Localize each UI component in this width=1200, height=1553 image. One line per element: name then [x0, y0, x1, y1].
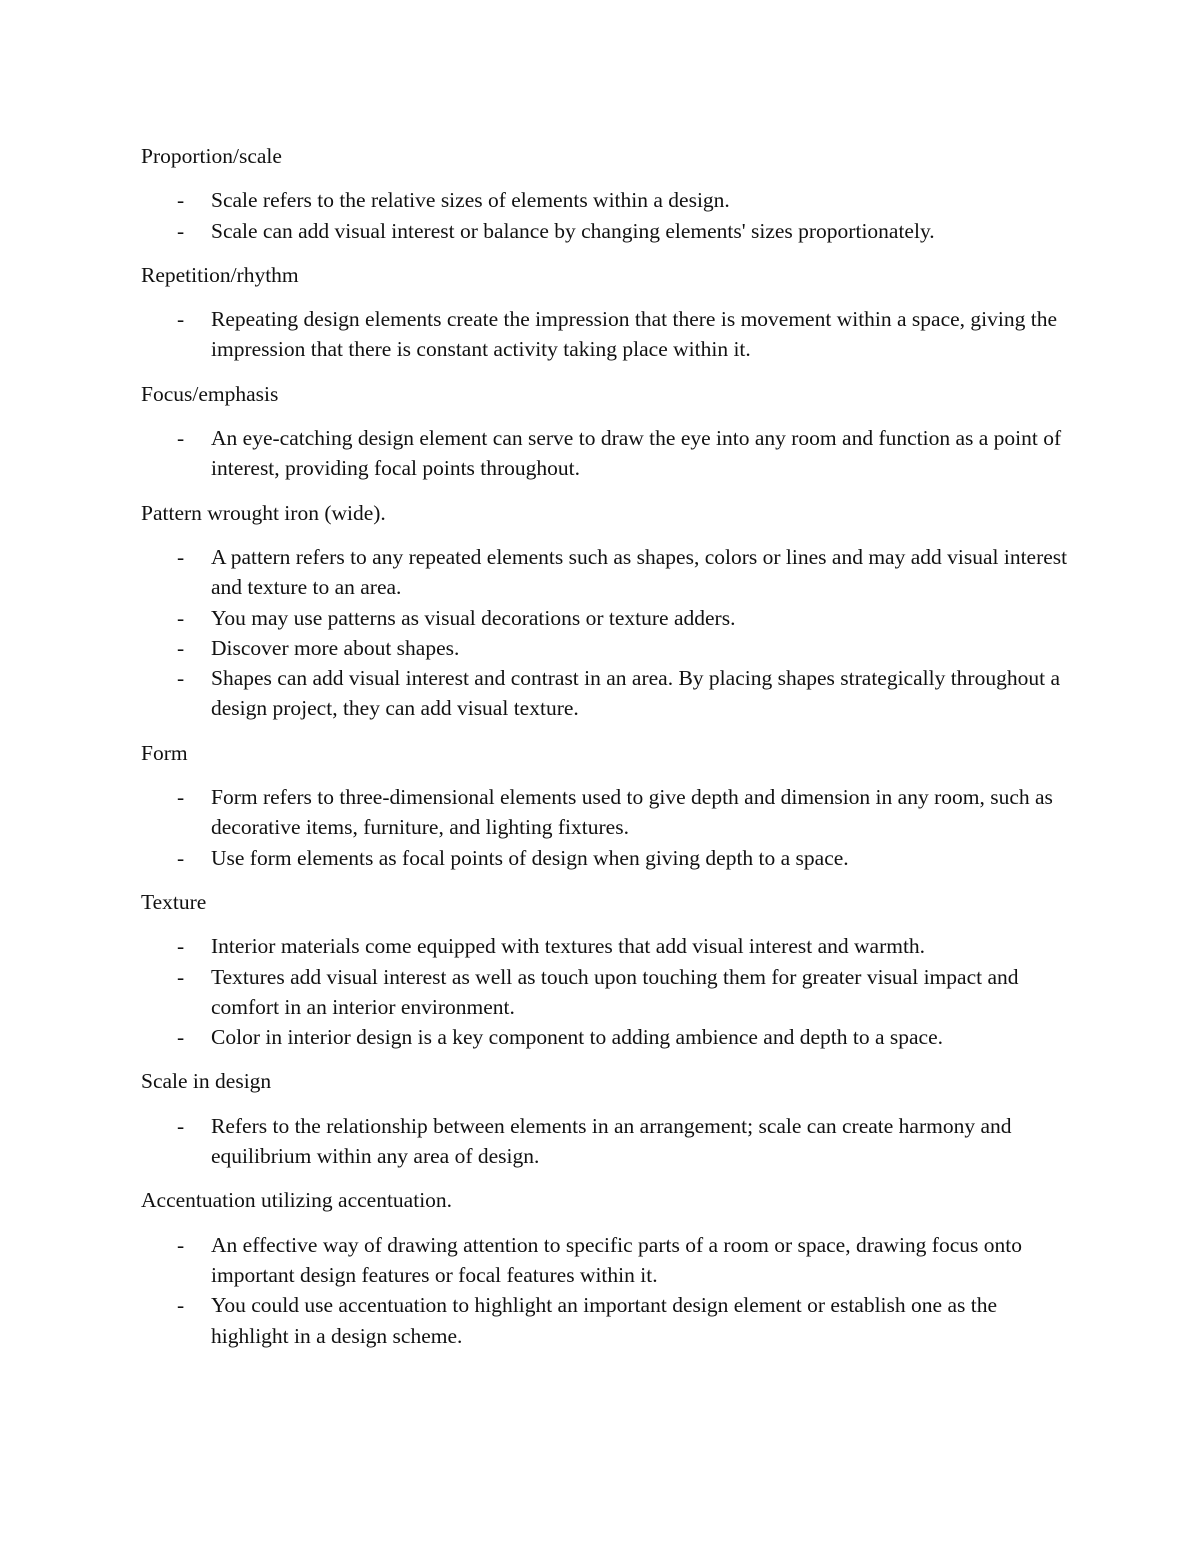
- bullet-item: [141, 663, 1071, 724]
- section-heading: Pattern wrought iron (wide).: [141, 500, 386, 525]
- bullet-dash: -: [177, 785, 185, 810]
- bullet-item: [141, 962, 1071, 1023]
- bullet-text: Use form elements as focal points of design when giving depth to a space.: [211, 845, 849, 870]
- bullet-item: [141, 304, 1071, 365]
- section: [141, 260, 1071, 365]
- bullet-dash: -: [177, 934, 185, 959]
- bullet-list: [141, 1230, 1071, 1351]
- bullet-list: [141, 782, 1071, 873]
- bullet-list: [141, 304, 1071, 365]
- bullet-text: An effective way of drawing attention to specific parts of a room or space, drawing focus onto important design features or focal features within it.: [211, 1232, 1022, 1287]
- bullet-dash: -: [177, 426, 185, 451]
- bullet-text: An eye-catching design element can serve to draw the eye into any room and function as a point of interest, providing focal points throughout.: [211, 426, 1062, 481]
- bullet-item: [141, 843, 1071, 873]
- section-heading: Form: [141, 740, 188, 765]
- bullet-list: [141, 1111, 1071, 1172]
- bullet-item: [141, 216, 1071, 246]
- bullet-text: Scale can add visual interest or balance by changing elements' sizes proportionately.: [211, 218, 935, 243]
- bullet-dash: -: [177, 964, 185, 989]
- bullet-dash: -: [177, 666, 185, 691]
- bullet-dash: -: [177, 605, 185, 630]
- section: [141, 498, 1071, 724]
- bullet-dash: -: [177, 188, 185, 213]
- bullet-list: [141, 185, 1071, 246]
- bullet-item: [141, 1022, 1071, 1052]
- section: [141, 1066, 1071, 1171]
- bullet-text: Scale refers to the relative sizes of elements within a design.: [211, 188, 730, 213]
- bullet-item: [141, 1230, 1071, 1291]
- bullet-text: Repeating design elements create the impression that there is movement within a space, giving the impression that there is constant activity taking place within it.: [211, 307, 1058, 362]
- bullet-text: Interior materials come equipped with textures that add visual interest and warmth.: [211, 934, 926, 959]
- bullet-text: Shapes can add visual interest and contrast in an area. By placing shapes strategically throughout a design project, they can add visual texture.: [211, 666, 1060, 721]
- bullet-dash: -: [177, 845, 185, 870]
- document-body: [141, 141, 1071, 1365]
- section-heading: Scale in design: [141, 1069, 272, 1094]
- bullet-item: [141, 1290, 1071, 1351]
- section-heading: Repetition/rhythm: [141, 262, 299, 287]
- bullet-item: [141, 1111, 1071, 1172]
- bullet-text: Discover more about shapes.: [211, 635, 460, 660]
- bullet-dash: -: [177, 635, 185, 660]
- section: [141, 738, 1071, 873]
- section-heading: Accentuation utilizing accentuation.: [141, 1188, 453, 1213]
- bullet-text: You may use patterns as visual decorations or texture adders.: [211, 605, 736, 630]
- bullet-list: [141, 542, 1071, 724]
- section-heading: Texture: [141, 889, 207, 914]
- section: [141, 141, 1071, 246]
- bullet-text: Color in interior design is a key component to adding ambience and depth to a space.: [211, 1025, 943, 1050]
- bullet-dash: -: [177, 1293, 185, 1318]
- bullet-item: [141, 782, 1071, 843]
- bullet-text: Refers to the relationship between elements in an arrangement; scale can create harmony and equilibrium within any area of design.: [211, 1113, 1012, 1169]
- bullet-list: [141, 423, 1071, 484]
- section: [141, 887, 1071, 1052]
- bullet-text: You could use accentuation to highlight an important design element or establish one as the highlight in a design scheme.: [211, 1293, 997, 1348]
- section: [141, 1185, 1071, 1350]
- section-heading: Proportion/scale: [141, 144, 282, 168]
- bullet-item: [141, 633, 1071, 663]
- bullet-dash: -: [177, 307, 185, 332]
- bullet-list: [141, 931, 1071, 1052]
- bullet-dash: -: [177, 1025, 185, 1050]
- bullet-dash: -: [177, 1232, 185, 1257]
- bullet-item: [141, 423, 1071, 484]
- bullet-dash: -: [177, 218, 185, 243]
- bullet-text: Textures add visual interest as well as touch upon touching them for greater visual impact and comfort in an interior environment.: [211, 964, 1019, 1019]
- bullet-text: Form refers to three-dimensional elements used to give depth and dimension in any room, such as decorative items, furniture, and lighting fixtures.: [211, 785, 1053, 840]
- bullet-item: [141, 542, 1071, 603]
- section: [141, 379, 1071, 484]
- bullet-item: [141, 931, 1071, 961]
- bullet-dash: -: [177, 544, 185, 569]
- bullet-text: A pattern refers to any repeated elements such as shapes, colors or lines and may add visual interest and texture to an area.: [211, 544, 1068, 600]
- section-heading: Focus/emphasis: [141, 381, 279, 406]
- bullet-dash: -: [177, 1113, 185, 1138]
- bullet-item: [141, 185, 1071, 215]
- bullet-item: [141, 603, 1071, 633]
